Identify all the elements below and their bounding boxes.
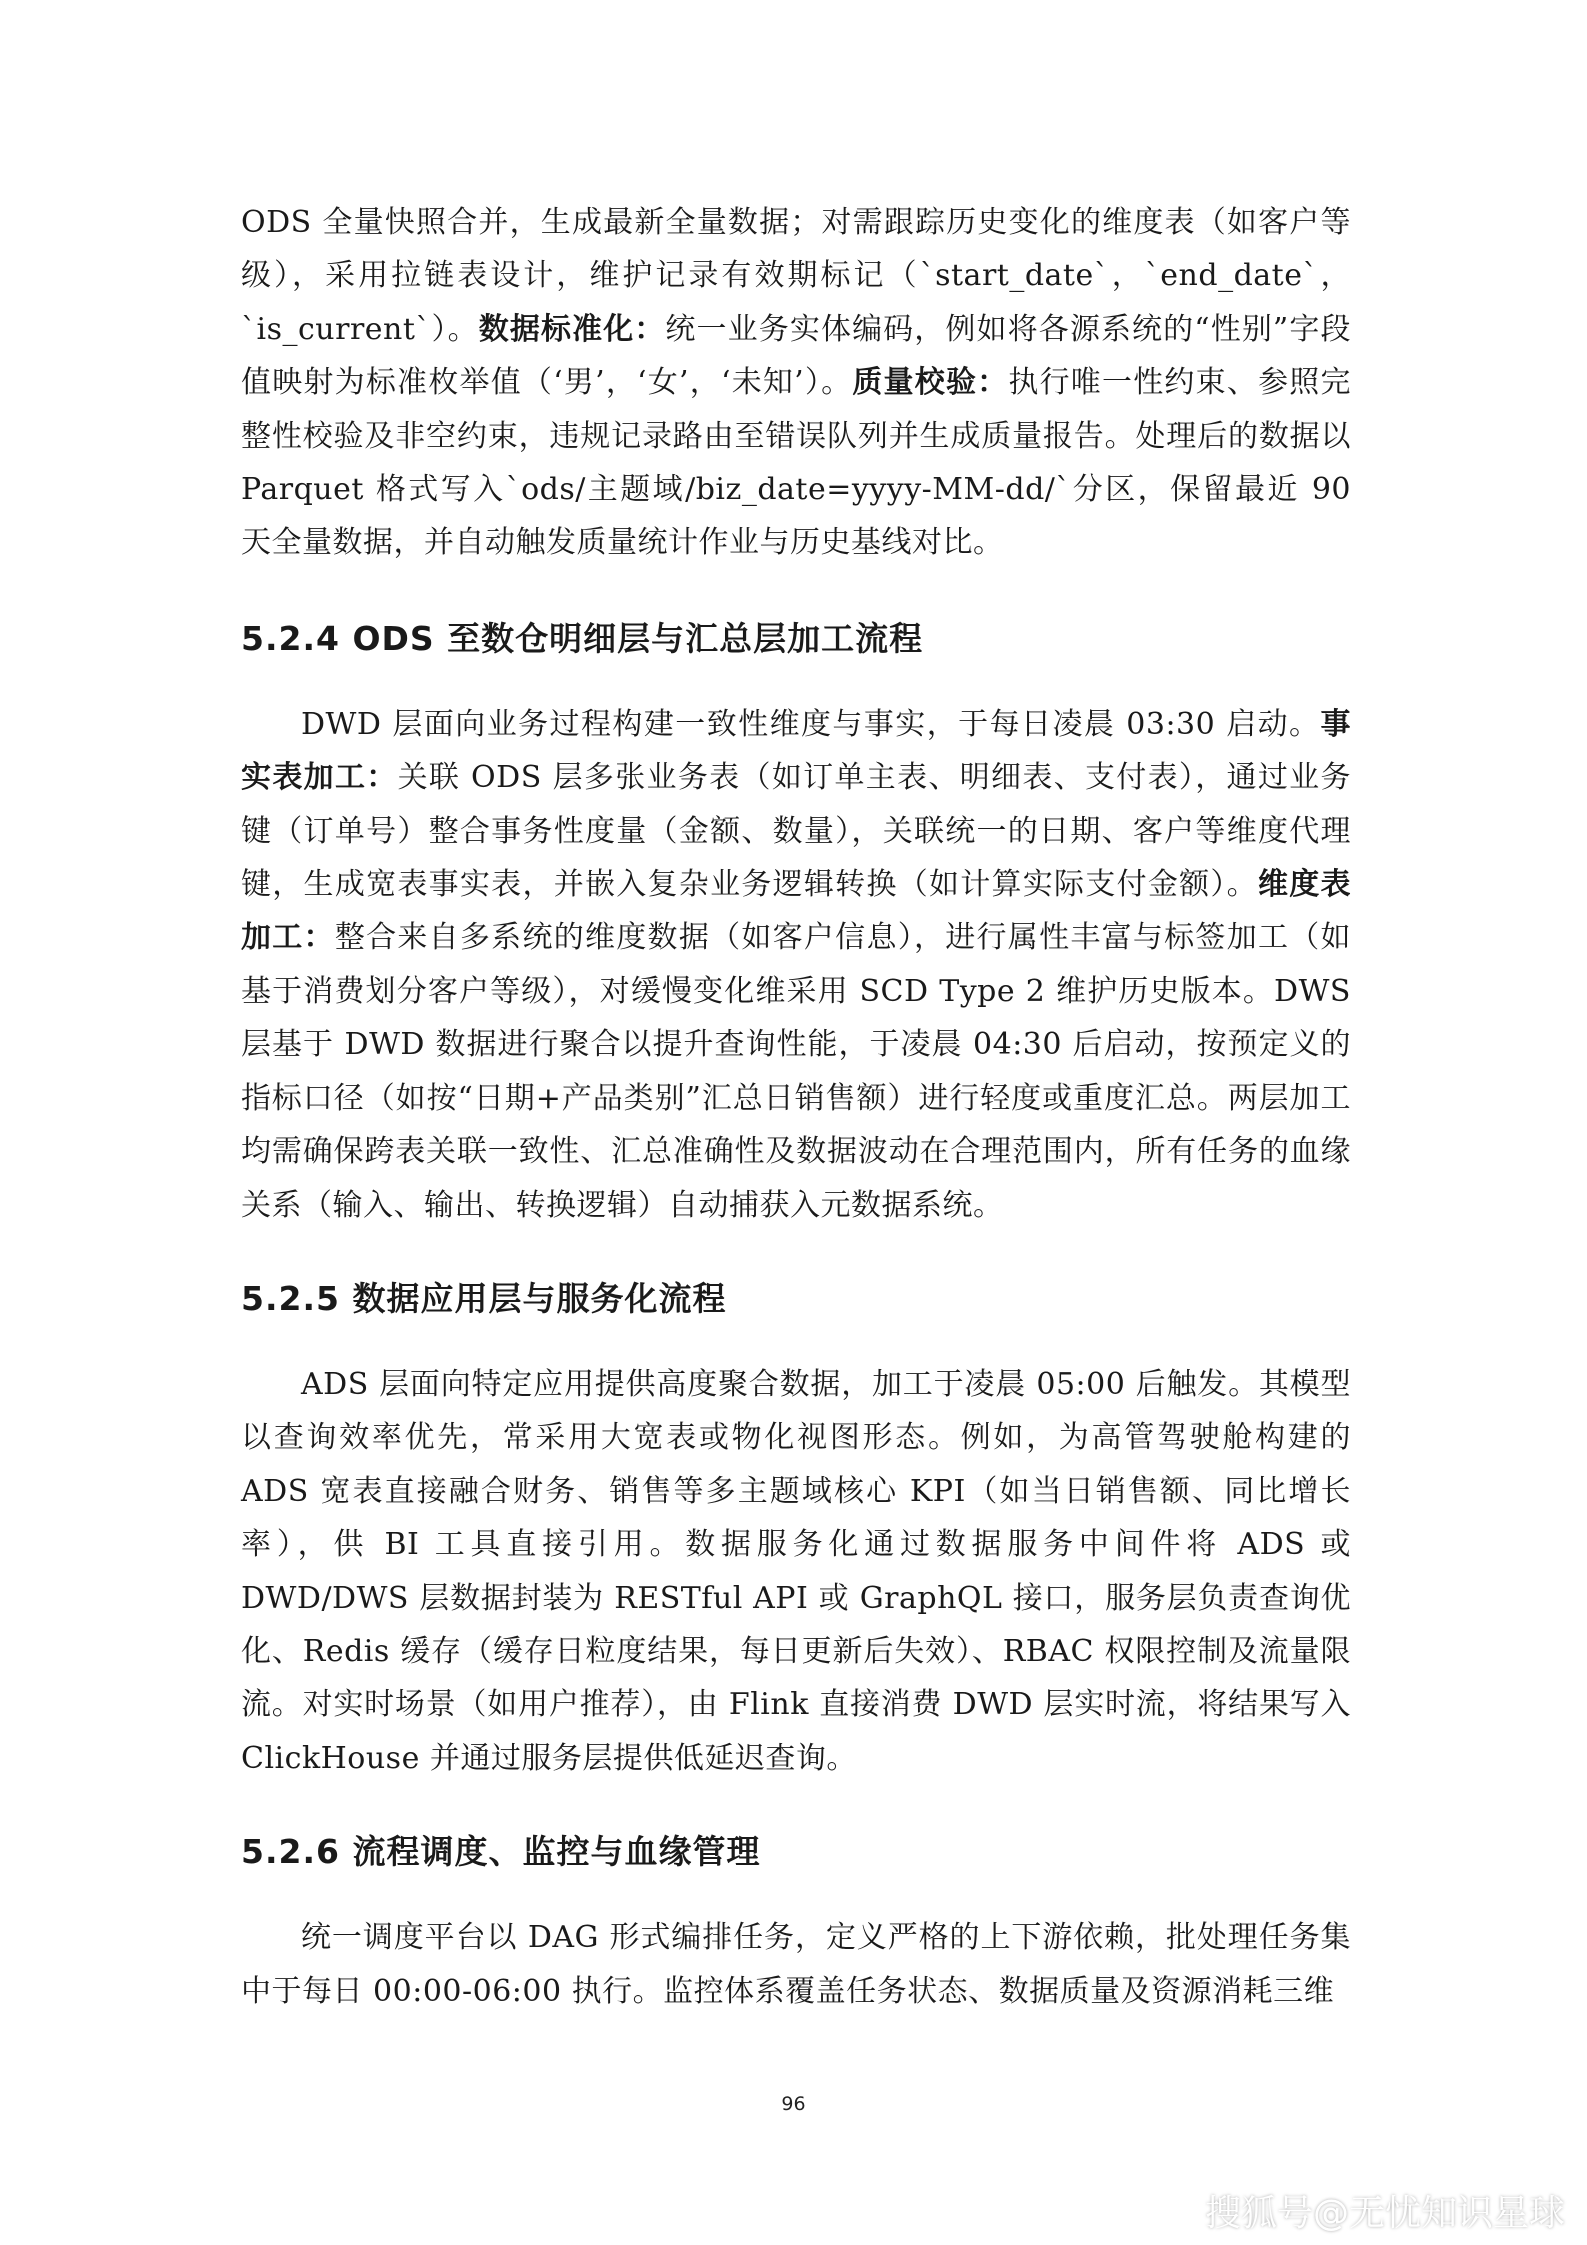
paragraph-scheduling: 统一调度平台以 DAG 形式编排任务，定义严格的上下游依赖，批处理任务集中于每日 00:00-06:00 执行。监控体系覆盖任务状态、数据质量及资源消耗三维 [241,1920,1351,2009]
paragraph-text: 整合来自多系统的维度数据（如客户信息），进行属性丰富与标签加工（如基于消费划分客户等级），对缓慢变化维采用 SCD Type 2 维护历史版本。DWS 层基于 DWD 数据进行聚合以提升查询性能，于凌晨 04:30 后启动，按预定义的指标口径（如按“日期+产品类别”汇总日销售额）进行轻度或重度汇总。两层加工均需确保跨表关联一致性、汇总准确性及数据波动在合理范围内，所有任务的血缘关系（输入、输出、转换逻辑）自动捕获入元数据系统。 [241,920,1352,1223]
paragraph-ads-service: ADS 层面向特定应用提供高度聚合数据，加工于凌晨 05:00 后触发。其模型以查询效率优先，常采用大宽表或物化视图形态。例如，为高管驾驶舱构建的 ADS 宽表直接融合财务、销售等多主题域核心 KPI（如当日销售额、同比增长率），供 BI 工具直接引用。数据服务化通过数据服务中间件将 ADS 或 DWD/DWS 层数据封装为 RESTful API 或 GraphQL 接口，服务层负责查询优化、Redis 缓存（缓存日粒度结果，每日更新后失效）、RBAC 权限控制及流量限流。对实时场景（如用户推荐），由 Flink 直接消费 DWD 层实时流，将结果写入 ClickHouse 并通过服务层提供低延迟查询。 [241,1366,1351,1776]
paragraph-text: ODS 全量快照合并，生成最新全量数据；对需跟踪历史变化的维度表（如客户等级），采用拉链表设计，维护记录有效期标记（`start_date`，`end_date`，`is_current`）。 [241,205,1351,347]
watermark: 搜狐号@无忧知识星球 [1204,2193,1565,2234]
paragraph-text: 关联 ODS 层多张业务表（如订单主表、明细表、支付表），通过业务键（订单号）整合事务性度量（金额、数量），关联统一的日期、客户等维度代理键，生成宽表事实表，并嵌入复杂业务逻辑转换（如计算实际支付金额）。 [241,760,1351,903]
paragraph-ods-merge [241,196,1351,570]
bold-term-dimension-table: 维度表加工： [241,867,1352,956]
paragraph-text: DWD 层面向业务过程构建一致性维度与事实，于每日凌晨 03:30 启动。 [301,706,1321,742]
paragraph-text: 执行唯一性约束、参照完整性校验及非空约束，违规记录路由至错误队列并生成质量报告。处理后的数据以 Parquet 格式写入`ods/主题域/biz_date=yyyy-MM-dd/`分区，保留最近 90 天全量数据，并自动触发质量统计作业与历史基线对比。 [241,365,1351,561]
page-number: 96 [781,2093,806,2115]
paragraph-dwd-dws [241,698,1351,1232]
page-content [241,196,1351,2018]
paragraph-text: 统一业务实体编码，例如将各源系统的“性别”字段值映射为标准枚举值（‘男’，‘女’，‘未知’）。 [241,311,1351,401]
section-heading-5-2-6: 5.2.6 流程调度、监控与血缘管理 [241,1832,761,1872]
bold-term-fact-table: 事实表加工： [241,706,1351,796]
bold-term-data-standardization: 数据标准化： [478,311,666,347]
bold-term-quality-check: 质量校验： [852,365,1009,401]
section-heading-5-2-4: 5.2.4 ODS 至数仓明细层与汇总层加工流程 [241,618,924,658]
section-heading-5-2-5: 5.2.5 数据应用层与服务化流程 [241,1278,727,1318]
